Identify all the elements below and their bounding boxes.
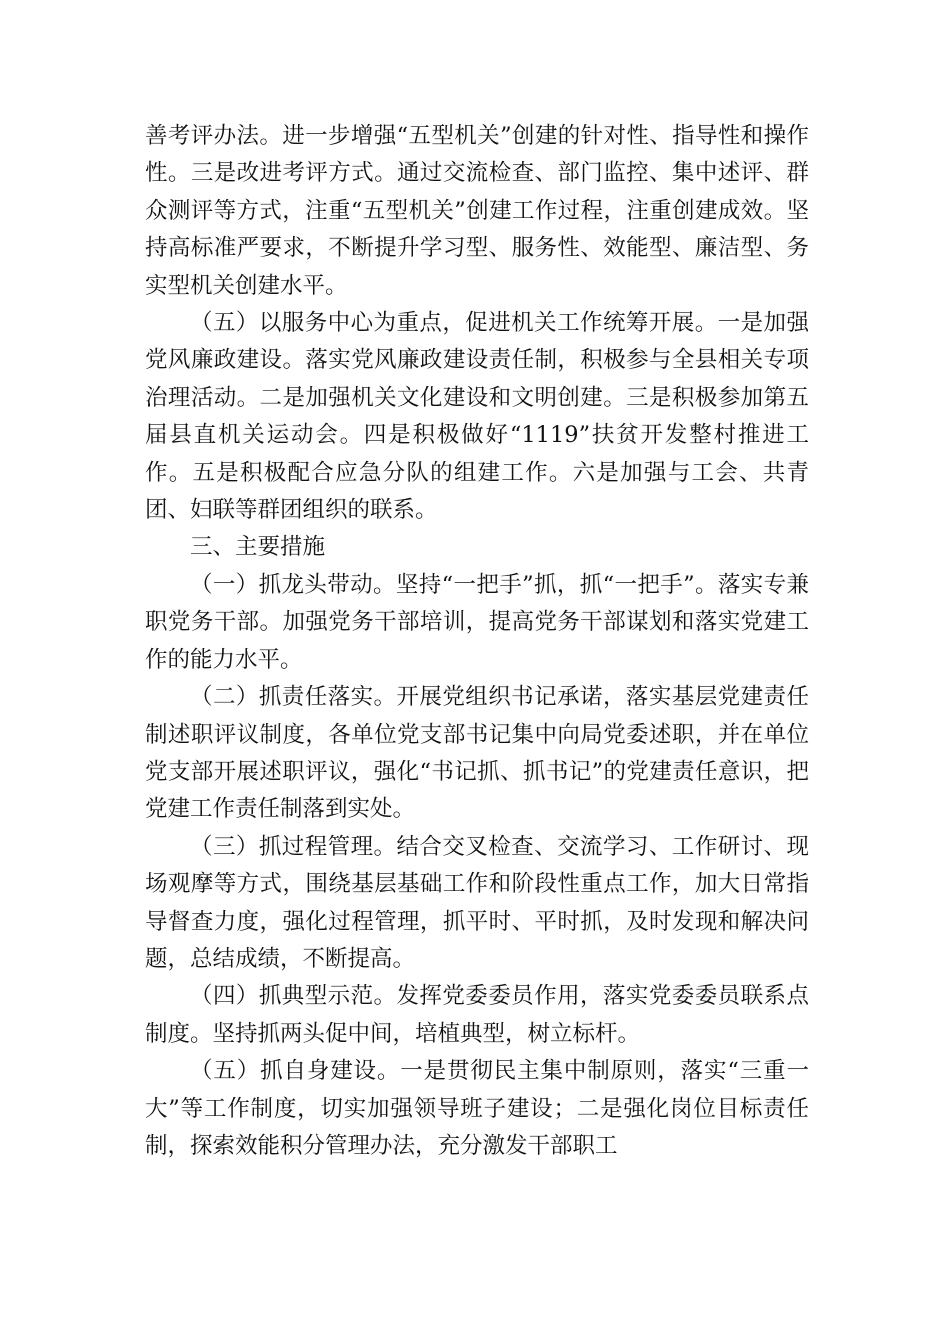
paragraph-leading-role: （一）抓龙头带动。坚持“一把手”抓，抓“一把手”。落实专兼职党务干部。加强党务干部培训，提高党务干部谋划和落实党建工作的能力水平。 bbox=[145, 571, 809, 673]
paragraph-service-center: （五）以服务中心为重点，促进机关工作统筹开展。一是加强党风廉政建设。落实党风廉政建设责任制，积极参与全县相关专项治理活动。二是加强机关文化建设和文明创建。三是积极参加第五届县直机关运动会。四是积极做好“1119”扶贫开发整村推进工作。五是积极配合应急分队的组建工作。六是加强与工会、共青团、妇联等群团组织的联系。 bbox=[145, 310, 809, 524]
paragraph-self-construction: （五）抓自身建设。一是贯彻民主集中制原则，落实“三重一大”等工作制度，切实加强领导班子建设；二是强化岗位目标责任制，探索效能积分管理办法，充分激发干部职工 bbox=[145, 1058, 809, 1159]
paragraph-process-management: （三）抓过程管理。结合交叉检查、交流学习、工作研讨、现场观摩等方式，围绕基层基础工作和阶段性重点工作，加大日常指导督查力度，强化过程管理，抓平时、平时抓，及时发现和解决问题，总结成绩，不断提高。 bbox=[145, 833, 809, 972]
paragraph-evaluation-methods: 善考评办法。进一步增强“五型机关”创建的针对性、指导性和操作性。三是改进考评方式。通过交流检查、部门监控、集中述评、群众测评等方式，注重“五型机关”创建工作过程，注重创建成效。坚持高标准严要求，不断提升学习型、服务性、效能型、廉洁型、务实型机关创建水平。 bbox=[145, 123, 809, 299]
paragraph-typical-demonstration: （四）抓典型示范。发挥党委委员作用，落实党委委员联系点制度。坚持抓两头促中间，培植典型，树立标杆。 bbox=[145, 983, 809, 1047]
paragraph-responsibility: （二）抓责任落实。开展党组织书记承诺，落实基层党建责任制述职评议制度，各单位党支部书记集中向局党委述职，并在单位党支部开展述职评议，强化“书记抓、抓书记”的党建责任意识，把党建工作责任制落到实处。 bbox=[145, 684, 809, 823]
section-heading-main-measures: 三、主要措施 bbox=[190, 534, 326, 561]
document-page bbox=[145, 118, 809, 1165]
